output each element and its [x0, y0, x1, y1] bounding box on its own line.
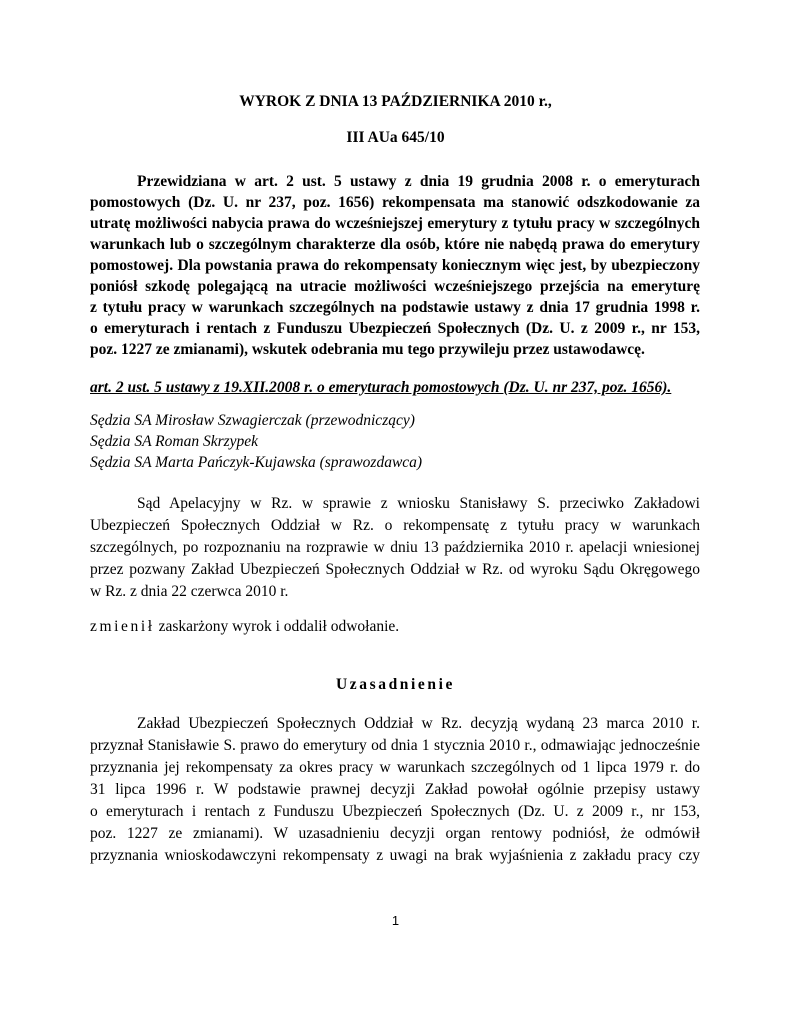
thesis-line: poniósł szkodę polegającą na utracie możliwości wcześniejszego przejścia na emeryturę: [90, 278, 700, 295]
thesis-line: Przewidziana w art. 2 ust. 5 ustawy z dnia 19 grudnia 2008 r. o emeryturach: [137, 173, 700, 190]
thesis-line: z tytułu pracy w warunkach szczególnych na podstawie ustawy z dnia 17 grudnia 1998 r.: [90, 299, 700, 316]
case-number: III AUa 645/10: [346, 129, 445, 146]
judgment-title: WYROK Z DNIA 13 PAŹDZIERNIKA 2010 r.,: [239, 93, 552, 110]
intro-line: szczególnych, po rozpoznaniu na rozprawie w dniu 13 października 2010 r. apelacji wniesionej: [90, 539, 700, 556]
thesis-line: utratę możliwości nabycia prawa do wcześniejszej emerytury z tytułu pracy w szczególnych: [90, 215, 700, 232]
justification-line: przyznania jej rekompensaty za okres pracy w warunkach szczególnych od 1 lipca 1979 r. do: [90, 759, 700, 776]
judge-item: Sędzia SA Marta Pańczyk-Kujawska (sprawozdawca): [90, 454, 423, 471]
page-number: 1: [391, 913, 400, 928]
justification-line: o emeryturach i rentach z Funduszu Ubezpieczeń Społecznych (Dz. U. z 2009 r., nr 153,: [90, 803, 700, 820]
ruling: [90, 617, 399, 637]
ruling-verb: zmienił: [90, 618, 155, 635]
ruling-text: zaskarżony wyrok i oddalił odwołanie.: [154, 618, 400, 635]
justification-line: przyznania wnioskodawczyni rekompensaty z uwagi na brak wyjaśnienia z zakładu pracy czy: [90, 847, 700, 864]
thesis-line: o emeryturach i rentach z Funduszu Ubezpieczeń Społecznych (Dz. U. z 2009 r., nr 153,: [90, 320, 700, 337]
justification-heading: Uzasadnienie: [335, 676, 456, 693]
justification-line: Zakład Ubezpieczeń Społecznych Oddział w Rz. decyzją wydaną 23 marca 2010 r.: [137, 715, 700, 732]
intro-line: przez pozwany Zakład Ubezpieczeń Społecznych Oddział w Rz. od wyroku Sądu Okręgowego: [90, 561, 700, 578]
intro-line: Ubezpieczeń Społecznych Oddział w Rz. o rekompensatę z tytułu pracy w warunkach: [90, 517, 700, 534]
thesis-line: pomostowej. Dla powstania prawa do rekompensaty koniecznym więc jest, by ubezpieczony: [90, 257, 700, 274]
thesis-line: warunkach lub o szczególnym charakterze dla osób, które nie nabędą prawa do emerytury: [90, 236, 700, 253]
judge-item: Sędzia SA Roman Skrzypek: [90, 433, 259, 450]
justification-line: przyznał Stanisławie S. prawo do emerytury od dnia 1 stycznia 2010 r., odmawiając jednocześnie: [90, 737, 700, 754]
legal-basis: art. 2 ust. 5 ustawy z 19.XII.2008 r. o emeryturach pomostowych (Dz. U. nr 237, poz. 1656).: [90, 379, 672, 396]
intro-line: Sąd Apelacyjny w Rz. w sprawie z wniosku Stanisławy S. przeciwko Zakładowi: [137, 495, 700, 512]
thesis-line: poz. 1227 ze zmianami), wskutek odebrania mu tego przywileju przez ustawodawcę.: [90, 341, 645, 358]
intro-line: w Rz. z dnia 22 czerwca 2010 r.: [90, 583, 289, 600]
justification-line: 31 lipca 1996 r. W podstawie prawnej decyzji Zakład powołał ogólnie przepisy ustawy: [90, 781, 700, 798]
thesis-line: pomostowych (Dz. U. nr 237, poz. 1656) rekompensata ma stanowić odszkodowanie za: [90, 194, 700, 211]
justification-line: poz. 1227 ze zmianami). W uzasadnieniu decyzji organ rentowy podniósł, że odmówił: [90, 825, 700, 842]
judge-item: Sędzia SA Mirosław Szwagierczak (przewodniczący): [90, 412, 415, 429]
